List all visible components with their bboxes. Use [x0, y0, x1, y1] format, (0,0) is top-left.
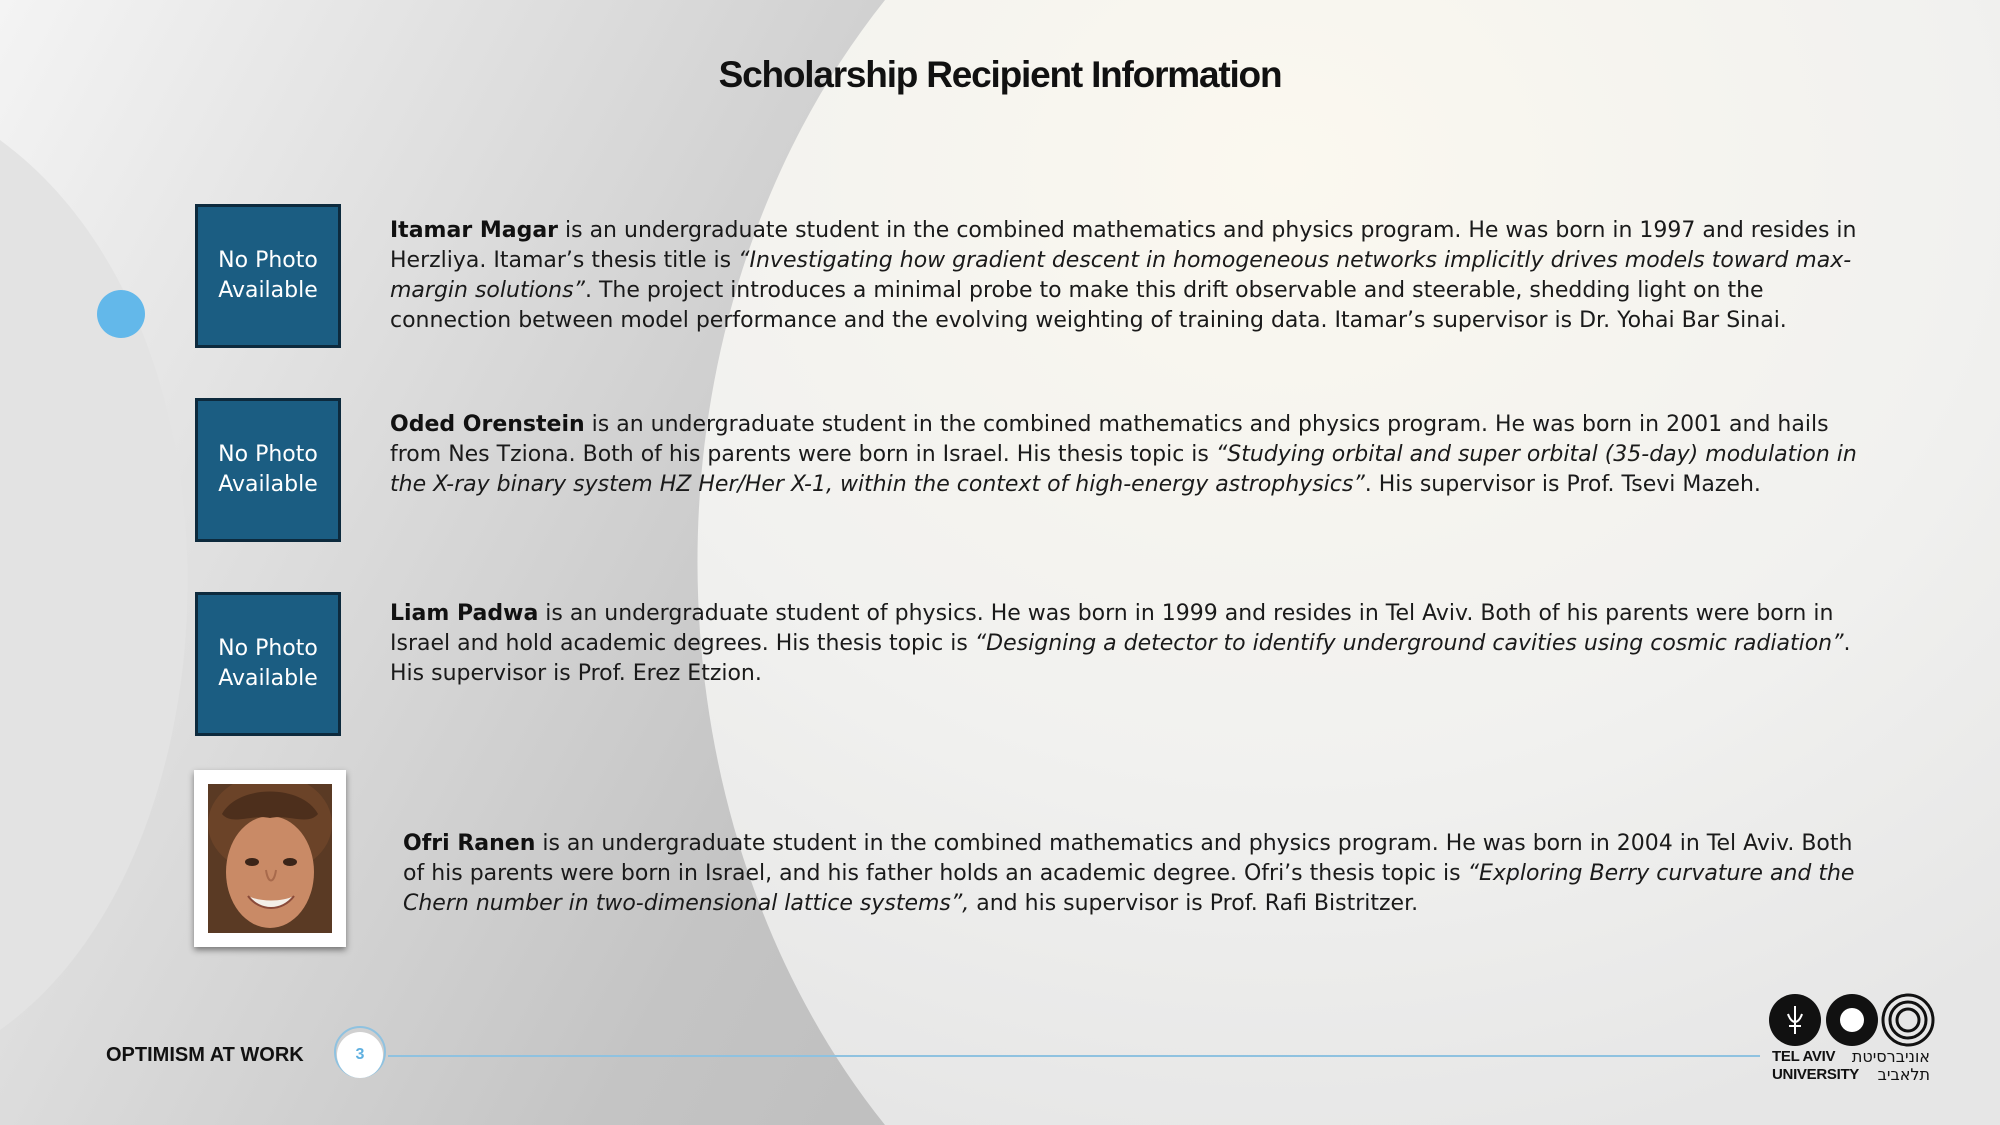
- thesis-title: “Investigating how gradient descent in homogeneous networks implicitly drives models toward max-margin solutions”: [390, 248, 1852, 303]
- page-number: 3: [337, 1032, 383, 1078]
- bio-text: is an undergraduate student in the combined mathematics and physics program. He was born in 1997 and resides in Herzliya. Itamar’s thesis title is: [390, 218, 1857, 273]
- bio-text: is an undergraduate student in the combined mathematics and physics program. He was born in 2004 in Tel Aviv. Both of his parents were born in Israel, and his father holds an academic degree. Ofri’s thesis topic is: [403, 831, 1853, 886]
- photo-placeholder: [195, 398, 341, 542]
- recipient-bio: [390, 410, 1860, 500]
- logo-hebrew-line2: תלאביב: [1877, 1065, 1930, 1084]
- footer-divider: [388, 1055, 1760, 1057]
- bio-text: is an undergraduate student in the combined mathematics and physics program. He was born in 2001 and hails from Nes Tziona. Both of his parents were born in Israel. His thesis topic is: [390, 412, 1829, 467]
- placeholder-text-line1: No Photo: [218, 248, 318, 273]
- recipient-photo: [194, 770, 346, 947]
- recipient-bio: [403, 829, 1873, 919]
- thesis-title: “Studying orbital and super orbital (35-day) modulation in the X-ray binary system HZ Her/Her X-1, within the context of high-energy astrophysics”: [390, 442, 1857, 497]
- portrait-image: [208, 784, 332, 933]
- recipient-name: Liam Padwa: [390, 601, 539, 626]
- recipient-name: Ofri Ranen: [403, 831, 536, 856]
- bio-text: . The project introduces a minimal probe to make this drift observable and steerable, shedding light on the connection between model performance and the evolving weighting of training data. Itamar’s supervisor is Dr. Yohai Bar Sinai.: [390, 278, 1787, 333]
- logo-hebrew-text: [1851, 1047, 1930, 1084]
- thesis-title: “Exploring Berry curvature and the Chern number in two-dimensional lattice systems”,: [403, 861, 1855, 916]
- logo-english-text: [1772, 1048, 1859, 1084]
- placeholder-text-line2: Available: [218, 278, 318, 303]
- thesis-title: “Designing a detector to identify underground cavities using cosmic radiation”: [974, 631, 1844, 656]
- photo-placeholder: [195, 204, 341, 348]
- recipient-name: Oded Orenstein: [390, 412, 585, 437]
- placeholder-text-line2: Available: [218, 472, 318, 497]
- logo-hebrew-line1: אוניברסיטת: [1851, 1047, 1930, 1066]
- page-title: Scholarship Recipient Information: [718, 54, 1282, 95]
- recipient-name: Itamar Magar: [390, 218, 559, 243]
- footer-tagline: OPTIMISM AT WORK: [106, 1044, 304, 1066]
- logo-english-line2: UNIVERSITY: [1772, 1066, 1860, 1083]
- placeholder-text-line2: Available: [218, 666, 318, 691]
- bio-text: and his supervisor is Prof. Rafi Bistritzer.: [969, 891, 1419, 916]
- placeholder-text-line1: No Photo: [218, 442, 318, 467]
- bio-text: is an undergraduate student of physics. He was born in 1999 and resides in Tel Aviv. Both of his parents were born in Israel and hold academic degrees. His thesis topic is: [390, 601, 1834, 656]
- bio-text: . His supervisor is Prof. Tsevi Mazeh.: [1364, 472, 1761, 497]
- recipient-bio: [390, 599, 1860, 689]
- photo-placeholder: [195, 592, 341, 736]
- logo-english-line1: TEL AVIV: [1772, 1048, 1836, 1065]
- bio-text: . His supervisor is Prof. Erez Etzion.: [390, 631, 1851, 686]
- accent-dot: [97, 290, 145, 338]
- tel-aviv-university-logo-icon: [1768, 990, 1938, 1050]
- recipient-bio: [390, 216, 1860, 336]
- placeholder-text-line1: No Photo: [218, 636, 318, 661]
